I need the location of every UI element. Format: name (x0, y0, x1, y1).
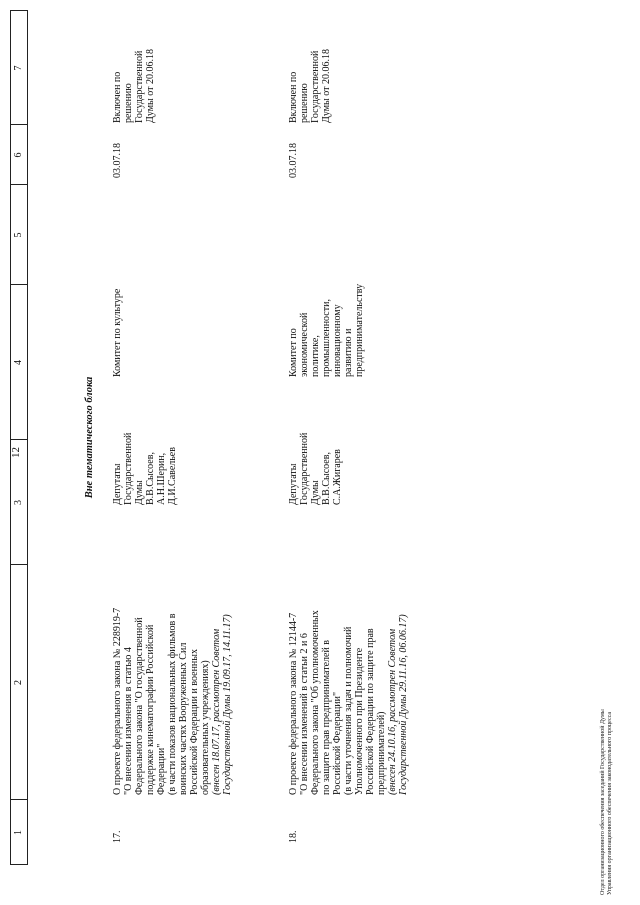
row-17-title (112, 535, 233, 795)
row-18-note: (внесен 24.10.16, рассмотрен Советом Государственной Думы 29.11.16, 06.06.17) (387, 614, 409, 795)
row-17-date: 03.07.18 (112, 143, 123, 178)
row-17-authors: Депутаты Государственной Думы В.В.Сысоев, А.Н.Шерин, Д.И.Савельев (112, 432, 178, 505)
page-number: 12 (10, 447, 22, 458)
col-header-6: 6 (13, 152, 24, 158)
row-17-note: (внесен 18.07.17, рассмотрен Советом Государственной Думы 19.09.17, 14.11.17) (211, 614, 233, 795)
footer-line-1: Отдел организационного обеспечения заседаний Государственной Думы (600, 709, 606, 895)
footer (600, 709, 614, 895)
row-18-committee: Комитет по экономической политике, промышленности, инновационному развитию и предпринимательству (288, 283, 365, 377)
section-heading: Вне тематического блока (84, 376, 95, 499)
row-18-title-text: О проекте федерального закона № 12144-7 "О внесении изменений в статьи 2 и 6 Федерального закона "Об уполномоченных по защите прав предпринимателей в Российской Федерации" (в части уточнения задач и полномочий Уполномоченного при Президенте Российской Федерации по защите прав предпринимателей) (288, 610, 387, 795)
row-18-authors: Депутаты Государственной Думы В.В.Сысоев, С.А.Жигарев (288, 432, 343, 505)
row-18-title (288, 535, 409, 795)
row-17-committee: Комитет по культуре (112, 288, 123, 377)
col-header-2: 2 (13, 680, 24, 685)
col-header-7: 7 (13, 65, 24, 71)
col-header-1: 1 (13, 830, 24, 835)
row-18-number: 18. (288, 830, 299, 843)
table-header (10, 10, 28, 865)
row-18-date: 03.07.18 (288, 143, 299, 178)
row-17-status: Включен по решению Государственной Думы от 20.06.18 (112, 49, 156, 123)
col-header-4: 4 (13, 360, 24, 365)
row-17-title-text: О проекте федерального закона № 228919-7 "О внесении изменения в статью 4 Федерального закона "О государственной поддержке кинематографии Российской Федерации" (в части показов национальных фильмов в воинских частях Вооруженных Сил Российской Федерации и военных образовательных учреждениях) (112, 607, 211, 795)
row-17-number: 17. (112, 830, 123, 843)
col-header-3: 3 (13, 500, 24, 505)
footer-line-2: Управления организационного обеспечения законодательного процесса (607, 711, 613, 895)
col-header-5: 5 (13, 232, 24, 238)
row-18-status: Включен по решению Государственной Думы от 20.06.18 (288, 49, 332, 123)
